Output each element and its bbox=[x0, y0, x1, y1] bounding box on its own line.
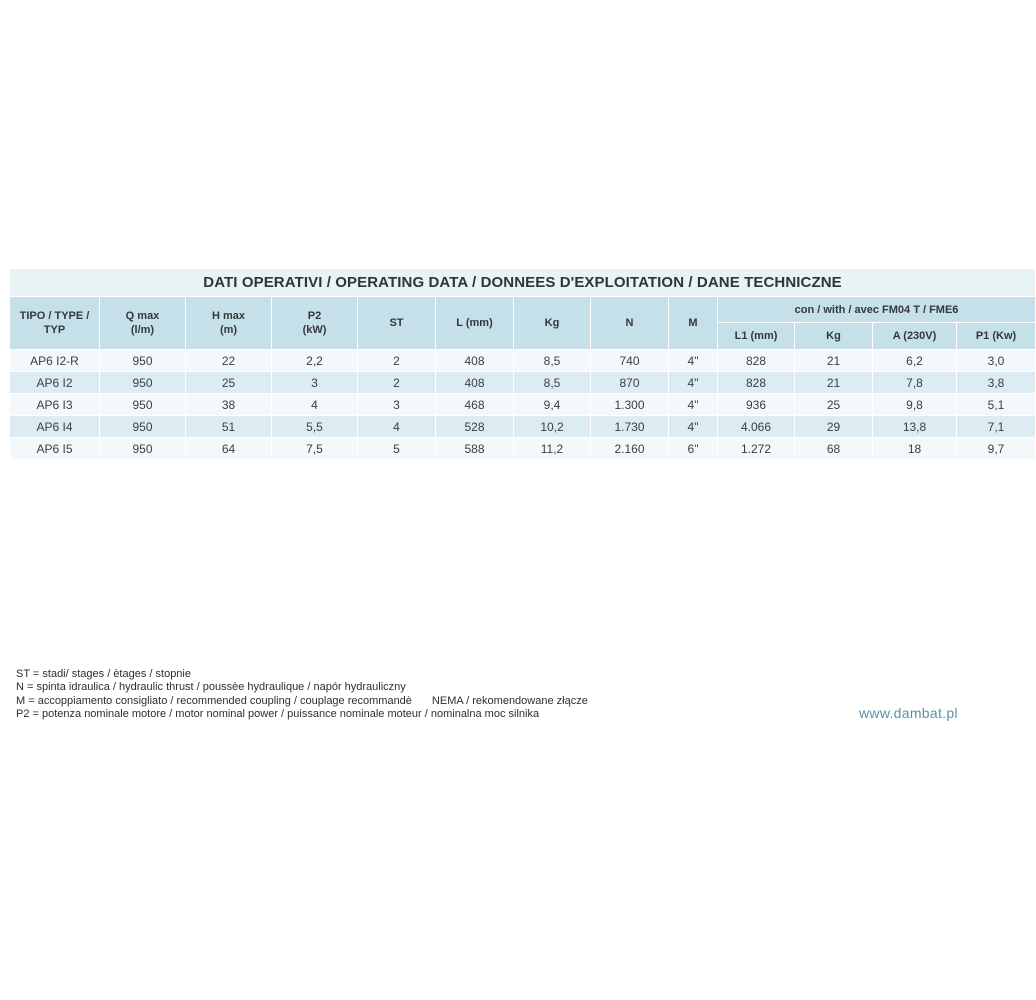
cell-n: 740 bbox=[591, 350, 669, 372]
cell-qmax: 950 bbox=[100, 372, 186, 394]
table-row bbox=[10, 350, 1036, 372]
legend-p2: P2 = potenza nominale motore / motor nominal power / puissance nominale moteur / nominalna moc silnika bbox=[16, 708, 540, 721]
cell-hmax: 25 bbox=[186, 372, 272, 394]
header-l: L (mm) bbox=[436, 297, 514, 350]
cell-type: AP6 I3 bbox=[10, 394, 100, 416]
legend-st: ST = stadi/ stages / ètages / stopnie bbox=[16, 668, 191, 680]
cell-motor-kg: 68 bbox=[795, 438, 873, 460]
cell-hmax: 22 bbox=[186, 350, 272, 372]
cell-p2: 2,2 bbox=[272, 350, 358, 372]
table-row bbox=[10, 394, 1036, 416]
header-st: ST bbox=[358, 297, 436, 350]
cell-l: 528 bbox=[436, 416, 514, 438]
cell-motor-kg: 21 bbox=[795, 350, 873, 372]
legend-m-nema: NEMA / rekomendowane złącze bbox=[431, 694, 588, 707]
cell-l: 588 bbox=[436, 438, 514, 460]
header-motor-kg: Kg bbox=[795, 323, 873, 350]
header-n: N bbox=[591, 297, 669, 350]
cell-m: 4" bbox=[669, 350, 718, 372]
cell-amperage: 9,8 bbox=[873, 394, 957, 416]
cell-n: 1.730 bbox=[591, 416, 669, 438]
header-amperage: A (230V) bbox=[873, 323, 957, 350]
table-row bbox=[10, 372, 1036, 394]
cell-l: 408 bbox=[436, 350, 514, 372]
cell-qmax: 950 bbox=[100, 394, 186, 416]
cell-kg: 11,2 bbox=[514, 438, 591, 460]
header-qmax-label: Q max bbox=[125, 310, 160, 322]
cell-p1: 3,0 bbox=[957, 350, 1036, 372]
cell-motor-kg: 25 bbox=[795, 394, 873, 416]
cell-m: 6" bbox=[669, 438, 718, 460]
cell-n: 2.160 bbox=[591, 438, 669, 460]
cell-n: 1.300 bbox=[591, 394, 669, 416]
cell-st: 2 bbox=[358, 372, 436, 394]
cell-n: 870 bbox=[591, 372, 669, 394]
cell-p2: 5,5 bbox=[272, 416, 358, 438]
cell-type: AP6 I2 bbox=[10, 372, 100, 394]
cell-l1: 828 bbox=[718, 350, 795, 372]
cell-hmax: 51 bbox=[186, 416, 272, 438]
cell-m: 4" bbox=[669, 416, 718, 438]
cell-p1: 5,1 bbox=[957, 394, 1036, 416]
cell-l1: 936 bbox=[718, 394, 795, 416]
cell-l1: 828 bbox=[718, 372, 795, 394]
cell-p1: 9,7 bbox=[957, 438, 1036, 460]
legend-m: M = accoppiamento consigliato / recommended coupling / couplage recommandè bbox=[16, 694, 412, 707]
table-row bbox=[10, 416, 1036, 438]
cell-p2: 3 bbox=[272, 372, 358, 394]
header-hmax-unit: (m) bbox=[219, 324, 238, 336]
header-p1: P1 (Kw) bbox=[957, 323, 1036, 350]
cell-type: AP6 I5 bbox=[10, 438, 100, 460]
cell-motor-kg: 21 bbox=[795, 372, 873, 394]
cell-m: 4" bbox=[669, 372, 718, 394]
cell-kg: 8,5 bbox=[514, 372, 591, 394]
cell-qmax: 950 bbox=[100, 350, 186, 372]
cell-st: 3 bbox=[358, 394, 436, 416]
cell-qmax: 950 bbox=[100, 416, 186, 438]
cell-amperage: 13,8 bbox=[873, 416, 957, 438]
cell-st: 4 bbox=[358, 416, 436, 438]
cell-type: AP6 I2-R bbox=[10, 350, 100, 372]
cell-l1: 1.272 bbox=[718, 438, 795, 460]
header-motor-group: con / with / avec FM04 T / FME6 bbox=[718, 297, 1036, 323]
header-kg: Kg bbox=[514, 297, 591, 350]
header-m: M bbox=[669, 297, 718, 350]
cell-motor-kg: 29 bbox=[795, 416, 873, 438]
operating-data-table bbox=[9, 268, 1036, 460]
cell-amperage: 18 bbox=[873, 438, 957, 460]
header-p2 bbox=[272, 297, 358, 350]
table-row bbox=[10, 438, 1036, 460]
cell-p2: 7,5 bbox=[272, 438, 358, 460]
header-qmax-unit: (l/m) bbox=[130, 324, 155, 336]
cell-hmax: 38 bbox=[186, 394, 272, 416]
cell-st: 5 bbox=[358, 438, 436, 460]
legend-n: N = spinta idraulica / hydraulic thrust / poussèe hydraulique / napór hydrauliczny bbox=[16, 681, 406, 694]
cell-kg: 8,5 bbox=[514, 350, 591, 372]
cell-p2: 4 bbox=[272, 394, 358, 416]
cell-type: AP6 I4 bbox=[10, 416, 100, 438]
cell-amperage: 6,2 bbox=[873, 350, 957, 372]
cell-st: 2 bbox=[358, 350, 436, 372]
header-l1: L1 (mm) bbox=[718, 323, 795, 350]
cell-l: 408 bbox=[436, 372, 514, 394]
legend-m-line bbox=[16, 695, 736, 708]
header-p2-label: P2 bbox=[307, 310, 322, 322]
cell-p1: 7,1 bbox=[957, 416, 1036, 438]
cell-l1: 4.066 bbox=[718, 416, 795, 438]
header-hmax bbox=[186, 297, 272, 350]
cell-p1: 3,8 bbox=[957, 372, 1036, 394]
cell-kg: 9,4 bbox=[514, 394, 591, 416]
cell-qmax: 950 bbox=[100, 438, 186, 460]
cell-l: 468 bbox=[436, 394, 514, 416]
cell-hmax: 64 bbox=[186, 438, 272, 460]
header-qmax bbox=[100, 297, 186, 350]
website-url: www.dambat.pl bbox=[859, 705, 958, 721]
cell-kg: 10,2 bbox=[514, 416, 591, 438]
header-hmax-label: H max bbox=[211, 310, 246, 322]
cell-amperage: 7,8 bbox=[873, 372, 957, 394]
operating-data-table-wrap bbox=[9, 268, 1017, 460]
header-p2-unit: (kW) bbox=[302, 324, 327, 336]
table-body bbox=[10, 350, 1036, 460]
table-title: DATI OPERATIVI / OPERATING DATA / DONNEES D'EXPLOITATION / DANE TECHNICZNE bbox=[10, 269, 1036, 297]
cell-m: 4" bbox=[669, 394, 718, 416]
legend bbox=[16, 668, 736, 722]
header-type: TIPO / TYPE / TYP bbox=[10, 297, 100, 350]
